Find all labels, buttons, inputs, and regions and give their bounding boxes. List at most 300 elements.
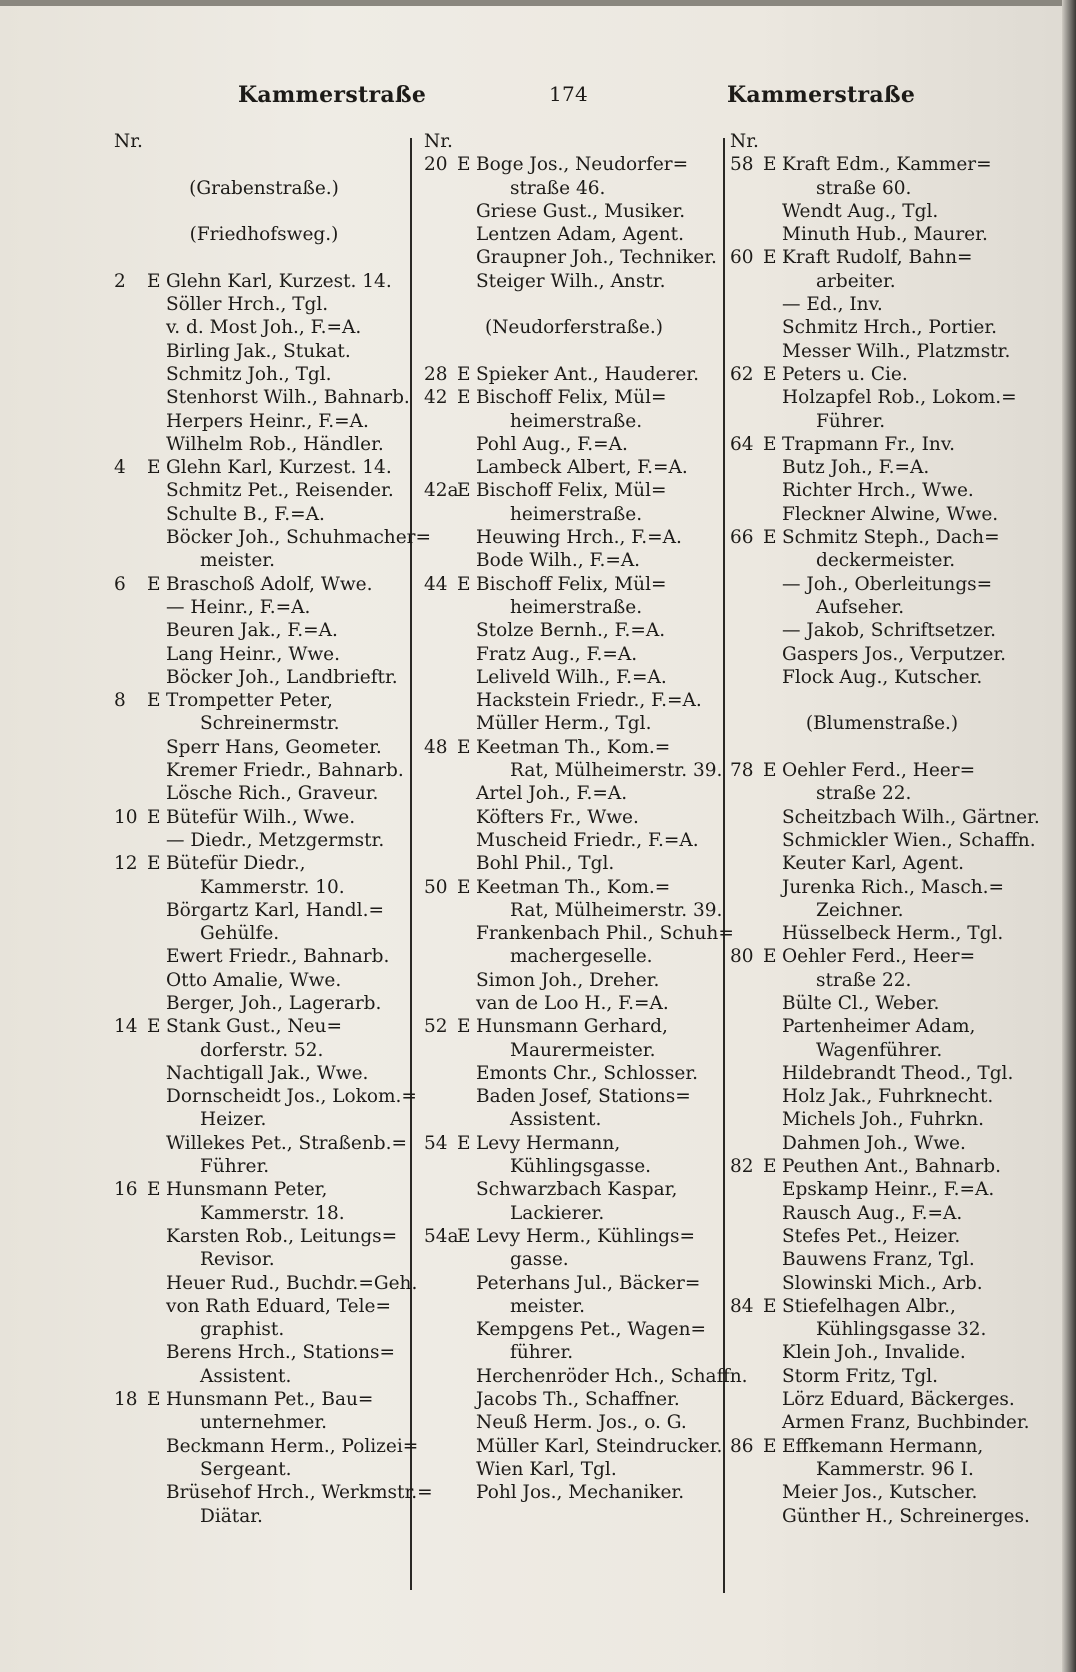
resident-line: [730, 293, 1034, 316]
continuation-line: [424, 410, 724, 433]
continuation-text: Assistent.: [510, 1109, 602, 1131]
resident-line: [730, 340, 1034, 363]
owner-marker: E: [147, 457, 161, 479]
blank-line: [730, 689, 1034, 712]
continuation-line: [424, 1108, 724, 1131]
resident-line: [424, 689, 724, 712]
resident-name: Holzapfel Rob., Lokom.=: [782, 387, 1017, 409]
resident-name: Minuth Hub., Maurer.: [782, 224, 988, 246]
continuation-text: straße 46.: [510, 177, 606, 199]
resident-name: Epskamp Heinr., F.=A.: [782, 1179, 995, 1201]
resident-name: Baden Josef, Stations=: [476, 1086, 691, 1108]
resident-name: Storm Fritz, Tgl.: [782, 1365, 939, 1387]
continuation-line: [730, 1318, 1034, 1341]
resident-name: Peters u. Cie.: [782, 363, 908, 385]
resident-line: [730, 479, 1034, 502]
resident-name: Berens Hrch., Stations=: [166, 1342, 396, 1364]
continuation-text: Kammerstr. 96 I.: [816, 1458, 974, 1480]
resident-name: Müller Karl, Steindrucker.: [476, 1435, 723, 1457]
owner-marker: E: [147, 1389, 161, 1411]
continuation-text: graphist.: [200, 1319, 285, 1341]
continuation-text: Kammerstr. 18.: [200, 1202, 345, 1224]
house-number: 10: [114, 806, 138, 828]
resident-name: Berger, Joh., Lagerarb.: [166, 992, 382, 1014]
resident-line: [424, 643, 724, 666]
resident-name: Günther H., Schreinerges.: [782, 1505, 1030, 1527]
continuation-line: [424, 945, 724, 968]
continuation-line: [424, 899, 724, 922]
resident-line: [730, 922, 1034, 945]
continuation-line: [114, 549, 414, 572]
resident-line: [114, 1132, 414, 1155]
house-entry: [424, 1225, 724, 1248]
continuation-text: unternehmer.: [200, 1412, 328, 1434]
resident-name: Schmitz Joh., Tgl.: [166, 363, 332, 385]
continuation-text: Kühlingsgasse 32.: [816, 1319, 987, 1341]
continuation-line: [730, 782, 1034, 805]
running-head-right: Kammerstraße: [727, 82, 916, 108]
continuation-line: [114, 922, 414, 945]
continuation-text: Heizer.: [200, 1109, 267, 1131]
continuation-text: Rat, Mülheimerstr. 39.: [510, 760, 723, 782]
resident-name: Köfters Fr., Wwe.: [476, 806, 639, 828]
resident-line: [114, 666, 414, 689]
house-entry: [730, 153, 1034, 176]
owner-marker: E: [147, 1016, 161, 1038]
continuation-line: [114, 1202, 414, 1225]
house-number: 60: [730, 247, 754, 269]
resident-line: [730, 200, 1034, 223]
resident-name: Flock Aug., Kutscher.: [782, 666, 983, 688]
resident-line: [424, 1272, 724, 1295]
resident-name: Söller Hrch., Tgl.: [166, 294, 329, 316]
cross-street-name: (Friedhofsweg.): [189, 224, 339, 246]
house-entry: [424, 1015, 724, 1038]
resident-line: [424, 1365, 748, 1388]
resident-name: Lentzen Adam, Agent.: [476, 224, 684, 246]
resident-line: [114, 1272, 418, 1295]
resident-name: Scheitzbach Wilh., Gärtner.: [782, 806, 1040, 828]
house-number: 42a: [424, 480, 459, 502]
house-number: 66: [730, 527, 754, 549]
resident-line: [114, 1062, 414, 1085]
continuation-line: [114, 1155, 414, 1178]
house-entry: [114, 270, 414, 293]
continuation-text: Zeichner.: [816, 899, 904, 921]
resident-name: — Joh., Oberleitungs=: [782, 573, 993, 595]
house-number: 58: [730, 154, 754, 176]
resident-line: [424, 223, 724, 246]
resident-name: Schulte B., F.=A.: [166, 503, 325, 525]
house-entry: [114, 1388, 414, 1411]
continuation-line: [114, 1108, 414, 1131]
resident-name: Klein Joh., Invalide.: [782, 1342, 966, 1364]
continuation-text: Führer.: [816, 410, 886, 432]
house-number: 50: [424, 876, 448, 898]
resident-line: [730, 852, 1034, 875]
continuation-text: arbeiter.: [816, 270, 896, 292]
house-entry: [730, 759, 1034, 782]
owner-marker: E: [763, 527, 777, 549]
resident-line: [730, 1085, 1034, 1108]
resident-name: Böcker Joh., Schuhmacher=: [166, 527, 432, 549]
resident-line: [114, 433, 414, 456]
continuation-line: [730, 1039, 1034, 1062]
resident-name: Dahmen Joh., Wwe.: [782, 1132, 966, 1154]
owner-marker: E: [147, 806, 161, 828]
continuation-text: meister.: [510, 1295, 585, 1317]
resident-name: Hildebrandt Theod., Tgl.: [782, 1062, 1014, 1084]
column-3: [730, 130, 1040, 1528]
resident-name: van de Loo H., F.=A.: [476, 992, 669, 1014]
owner-marker: E: [763, 247, 777, 269]
resident-name: Butz Joh., F.=A.: [782, 457, 930, 479]
resident-line: [114, 829, 414, 852]
owner-marker: E: [457, 363, 471, 385]
resident-line: [114, 363, 414, 386]
resident-line: [424, 1435, 724, 1458]
house-entry: [114, 1178, 414, 1201]
house-entry: [114, 456, 414, 479]
continuation-text: gasse.: [510, 1249, 569, 1271]
resident-name: Börgartz Karl, Handl.=: [166, 899, 384, 921]
resident-name: Dornscheidt Jos., Lokom.=: [166, 1086, 417, 1108]
continuation-line: [424, 1202, 724, 1225]
continuation-line: [424, 1039, 724, 1062]
resident-line: [114, 1435, 419, 1458]
resident-line: [114, 526, 432, 549]
resident-name: Peuthen Ant., Bahnarb.: [782, 1156, 1001, 1178]
resident-line: [114, 992, 414, 1015]
resident-line: [424, 712, 724, 735]
house-entry: [424, 153, 724, 176]
resident-line: [424, 526, 724, 549]
owner-marker: E: [457, 154, 471, 176]
resident-name: Rausch Aug., F.=A.: [782, 1202, 963, 1224]
cross-street: [730, 712, 1034, 735]
resident-name: Kremer Friedr., Bahnarb.: [166, 760, 404, 782]
continuation-line: [730, 596, 1034, 619]
resident-line: [730, 1202, 1034, 1225]
resident-name: Karsten Rob., Leitungs=: [166, 1225, 398, 1247]
resident-name: Wendt Aug., Tgl.: [782, 200, 939, 222]
resident-line: [114, 479, 414, 502]
resident-line: [730, 1225, 1034, 1248]
continuation-text: Wagenführer.: [816, 1039, 943, 1061]
house-entry: [730, 433, 1034, 456]
resident-line: [730, 1062, 1034, 1085]
resident-line: [730, 456, 1034, 479]
continuation-text: Aufseher.: [816, 596, 905, 618]
owner-marker: E: [147, 270, 161, 292]
continuation-line: [730, 549, 1034, 572]
resident-name: Jurenka Rich., Masch.=: [782, 876, 1005, 898]
continuation-text: deckermeister.: [816, 550, 956, 572]
resident-line: [424, 1318, 724, 1341]
continuation-line: [114, 1505, 414, 1528]
resident-line: [730, 876, 1034, 899]
resident-line: [424, 666, 724, 689]
owner-marker: E: [457, 736, 471, 758]
resident-line: [424, 829, 724, 852]
house-number: 18: [114, 1389, 138, 1411]
house-entry: [730, 363, 1034, 386]
resident-line: [730, 1108, 1034, 1131]
resident-line: [730, 619, 1034, 642]
resident-name: von Rath Eduard, Tele=: [166, 1295, 391, 1317]
resident-line: [114, 899, 414, 922]
resident-line: [114, 969, 414, 992]
resident-line: [114, 945, 414, 968]
resident-line: [114, 293, 414, 316]
resident-name: Keetman Th., Kom.=: [476, 736, 671, 758]
continuation-text: Rat, Mülheimerstr. 39.: [510, 899, 723, 921]
resident-line: [730, 503, 1034, 526]
resident-name: Michels Joh., Fuhrkn.: [782, 1109, 985, 1131]
column-1: [114, 130, 433, 1528]
owner-marker: E: [763, 1435, 777, 1457]
continuation-text: Schreinermstr.: [200, 713, 340, 735]
house-entry: [424, 876, 724, 899]
owner-marker: E: [457, 876, 471, 898]
owner-marker: E: [147, 1179, 161, 1201]
resident-line: [424, 246, 724, 269]
resident-name: Richter Hrch., Wwe.: [782, 480, 974, 502]
owner-marker: E: [763, 154, 777, 176]
resident-name: Herpers Heinr., F.=A.: [166, 410, 369, 432]
resident-name: Ewert Friedr., Bahnarb.: [166, 946, 390, 968]
continuation-line: [114, 876, 414, 899]
owner-marker: E: [763, 946, 777, 968]
continuation-line: [424, 1341, 724, 1364]
resident-line: [730, 1178, 1034, 1201]
resident-name: Lörz Eduard, Bäckerges.: [782, 1389, 1015, 1411]
resident-line: [114, 759, 414, 782]
house-number: 12: [114, 853, 138, 875]
resident-name: Kraft Edm., Kammer=: [782, 154, 992, 176]
resident-name: Artel Joh., F.=A.: [476, 783, 628, 805]
house-number: 4: [114, 457, 126, 479]
house-entry: [424, 479, 724, 502]
resident-line: [424, 922, 734, 945]
resident-line: [424, 619, 724, 642]
house-entry: [730, 1435, 1034, 1458]
resident-name: Meier Jos., Kutscher.: [782, 1482, 978, 1504]
resident-name: Griese Gust., Musiker.: [476, 200, 686, 222]
blank-line: [114, 200, 414, 223]
resident-name: Muscheid Friedr., F.=A.: [476, 829, 699, 851]
blank-line: [114, 153, 414, 176]
resident-name: Simon Joh., Dreher.: [476, 969, 660, 991]
owner-marker: E: [457, 1016, 471, 1038]
house-number: 54a: [424, 1225, 459, 1247]
continuation-line: [424, 503, 724, 526]
house-number: 28: [424, 363, 448, 385]
resident-name: Heuwing Hrch., F.=A.: [476, 527, 682, 549]
owner-marker: E: [457, 480, 471, 502]
resident-name: Glehn Karl, Kurzest. 14.: [166, 270, 392, 292]
resident-line: [424, 992, 724, 1015]
resident-name: Armen Franz, Buchbinder.: [782, 1412, 1030, 1434]
resident-name: Partenheimer Adam,: [782, 1016, 976, 1038]
resident-name: Bütefür Diedr.,: [166, 853, 306, 875]
resident-line: [730, 573, 1034, 596]
resident-line: [730, 1481, 1034, 1504]
continuation-text: straße 22.: [816, 969, 912, 991]
cross-street-name: (Grabenstraße.): [189, 177, 339, 199]
resident-name: Willekes Pet., Straßenb.=: [166, 1132, 407, 1154]
resident-line: [114, 1481, 433, 1504]
resident-line: [730, 806, 1040, 829]
house-entry: [730, 945, 1034, 968]
resident-line: [730, 1411, 1034, 1434]
house-entry: [424, 363, 724, 386]
house-entry: [114, 689, 414, 712]
resident-line: [114, 316, 414, 339]
house-number: 52: [424, 1016, 448, 1038]
resident-name: Stiefelhagen Albr.,: [782, 1295, 956, 1317]
resident-name: Levy Hermann,: [476, 1132, 621, 1154]
continuation-text: Lackierer.: [510, 1202, 605, 1224]
resident-name: Steiger Wilh., Anstr.: [476, 270, 666, 292]
resident-name: Lambeck Albert, F.=A.: [476, 457, 688, 479]
resident-line: [424, 200, 724, 223]
house-number: 54: [424, 1132, 448, 1154]
owner-marker: E: [763, 363, 777, 385]
resident-name: Oehler Ferd., Heer=: [782, 946, 976, 968]
resident-name: Birling Jak., Stukat.: [166, 340, 351, 362]
resident-name: Keetman Th., Kom.=: [476, 876, 671, 898]
resident-name: Levy Herm., Kühlings=: [476, 1225, 695, 1247]
continuation-text: führer.: [510, 1342, 574, 1364]
house-entry: [114, 1015, 414, 1038]
continuation-line: [424, 759, 724, 782]
owner-marker: E: [457, 387, 471, 409]
house-number: 78: [730, 760, 754, 782]
house-entry: [114, 806, 414, 829]
resident-line: [424, 433, 724, 456]
resident-name: Schmickler Wien., Schaffn.: [782, 829, 1036, 851]
continuation-text: dorferstr. 52.: [200, 1039, 324, 1061]
resident-name: Müller Herm., Tgl.: [476, 713, 652, 735]
resident-name: Herchenröder Hch., Schaffn.: [476, 1365, 748, 1387]
blank-line: [114, 246, 414, 269]
resident-line: [424, 1458, 724, 1481]
resident-line: [730, 1132, 1034, 1155]
owner-marker: E: [763, 1156, 777, 1178]
resident-name: Stolze Bernh., F.=A.: [476, 620, 666, 642]
resident-name: Leliveld Wilh., F.=A.: [476, 666, 667, 688]
house-number: 44: [424, 573, 448, 595]
resident-name: Schwarzbach Kaspar,: [476, 1179, 678, 1201]
resident-name: Trompetter Peter,: [166, 690, 333, 712]
resident-name: Lösche Rich., Graveur.: [166, 783, 379, 805]
resident-line: [730, 829, 1034, 852]
continuation-line: [424, 1248, 724, 1271]
resident-line: [114, 1341, 414, 1364]
resident-line: [730, 1365, 1034, 1388]
house-number: 20: [424, 154, 448, 176]
resident-name: Bode Wilh., F.=A.: [476, 550, 641, 572]
resident-name: Hunsmann Peter,: [166, 1179, 328, 1201]
owner-marker: E: [147, 573, 161, 595]
house-number: 62: [730, 363, 754, 385]
resident-line: [424, 549, 724, 572]
continuation-line: [114, 712, 414, 735]
owner-marker: E: [457, 1132, 471, 1154]
resident-line: [424, 1085, 724, 1108]
resident-name: Slowinski Mich., Arb.: [782, 1272, 983, 1294]
resident-name: Brüsehof Hrch., Werkmstr.=: [166, 1482, 433, 1504]
resident-name: Bohl Phil., Tgl.: [476, 853, 615, 875]
continuation-text: Assistent.: [200, 1365, 292, 1387]
resident-name: Bischoff Felix, Mül=: [476, 480, 667, 502]
resident-name: Pohl Jos., Mechaniker.: [476, 1482, 685, 1504]
continuation-text: Sergeant.: [200, 1458, 292, 1480]
resident-name: Pohl Aug., F.=A.: [476, 433, 628, 455]
resident-name: Bischoff Felix, Mül=: [476, 573, 667, 595]
resident-name: Oehler Ferd., Heer=: [782, 760, 976, 782]
resident-name: Hunsmann Pet., Bau=: [166, 1389, 374, 1411]
house-number: 80: [730, 946, 754, 968]
resident-line: [424, 1178, 724, 1201]
continuation-text: Führer.: [200, 1156, 270, 1178]
continuation-line: [424, 1295, 724, 1318]
resident-name: Bülte Cl., Weber.: [782, 992, 940, 1014]
house-number: 84: [730, 1295, 754, 1317]
owner-marker: E: [147, 690, 161, 712]
resident-name: Heuer Rud., Buchdr.=Geh.: [166, 1272, 418, 1294]
running-head-left: Kammerstraße: [238, 82, 427, 108]
resident-name: Fratz Aug., F.=A.: [476, 643, 638, 665]
resident-name: Effkemann Hermann,: [782, 1435, 984, 1457]
owner-marker: E: [147, 853, 161, 875]
continuation-text: Maurermeister.: [510, 1039, 656, 1061]
resident-name: Schmitz Hrch., Portier.: [782, 317, 998, 339]
continuation-line: [730, 1458, 1034, 1481]
resident-line: [114, 643, 414, 666]
resident-line: [114, 619, 414, 642]
blank-line: [424, 293, 724, 316]
resident-name: Wilhelm Rob., Händler.: [166, 433, 384, 455]
cross-street: [424, 316, 724, 339]
continuation-text: heimerstraße.: [510, 503, 643, 525]
continuation-line: [114, 1411, 414, 1434]
house-entry: [730, 246, 1034, 269]
owner-marker: E: [457, 573, 471, 595]
owner-marker: E: [763, 1295, 777, 1317]
continuation-line: [424, 1155, 724, 1178]
page-edge: [1062, 0, 1076, 1672]
resident-name: Fleckner Alwine, Wwe.: [782, 503, 999, 525]
resident-name: Peterhans Jul., Bäcker=: [476, 1272, 701, 1294]
resident-line: [730, 1248, 1034, 1271]
resident-line: [424, 270, 724, 293]
cross-street: [114, 177, 414, 200]
resident-line: [114, 503, 414, 526]
resident-name: Stank Gust., Neu=: [166, 1016, 342, 1038]
column-header-label: Nr.: [424, 131, 453, 152]
resident-line: [730, 223, 1034, 246]
continuation-line: [730, 410, 1034, 433]
resident-line: [114, 340, 414, 363]
house-entry: [424, 736, 724, 759]
continuation-line: [424, 596, 724, 619]
resident-name: Lang Heinr., Wwe.: [166, 643, 340, 665]
resident-line: [424, 806, 724, 829]
resident-name: Beckmann Herm., Polizei=: [166, 1435, 419, 1457]
continuation-line: [424, 177, 724, 200]
